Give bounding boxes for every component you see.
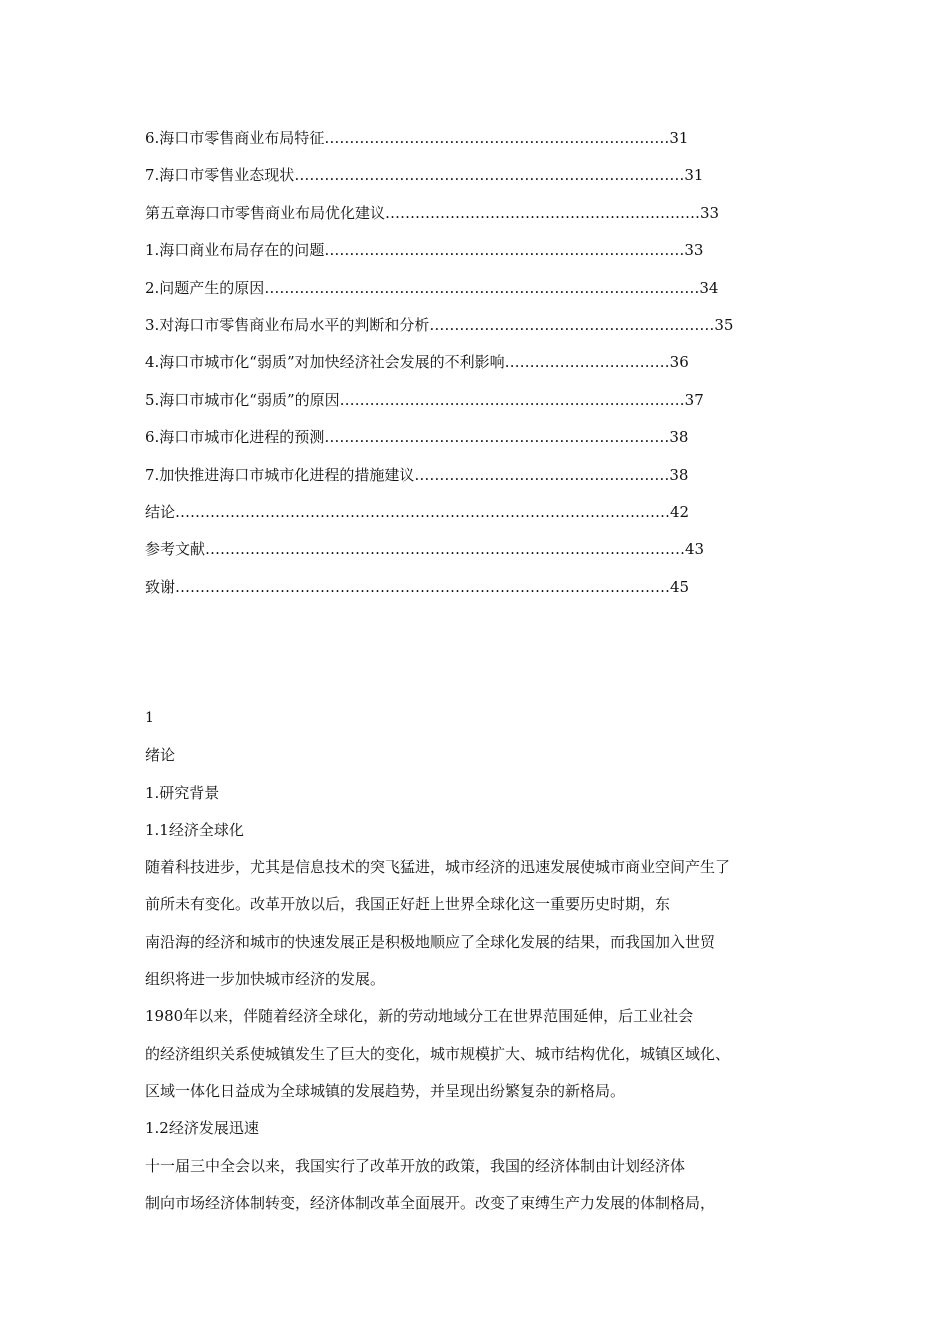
- paragraph-line: 组织将进一步加快城市经济的发展。: [145, 970, 386, 989]
- toc-leader: ……………………………………………………………………………: [264, 278, 700, 297]
- toc-page-number: 34: [699, 278, 719, 297]
- toc-page-number: 43: [685, 540, 705, 559]
- toc-leader: ………………………………………………………: [385, 203, 701, 222]
- toc-page-number: 31: [684, 166, 704, 185]
- toc-page-number: 33: [700, 203, 720, 222]
- paragraph-line: 1980年以来，伴随着经济全球化，新的劳动地域分工在世界范围延伸，后工业社会: [145, 1007, 694, 1026]
- toc-page-number: 36: [669, 353, 689, 372]
- toc-entry[interactable]: [145, 350, 765, 387]
- toc-entry[interactable]: [145, 313, 765, 350]
- toc-leader: ……………………………: [504, 353, 670, 372]
- toc-leader: ………………………………………………………………………………………: [175, 502, 671, 521]
- toc-leader: ……………………………………………………………: [339, 390, 685, 409]
- toc-page-number: 38: [669, 465, 689, 484]
- toc-page-number: 31: [669, 129, 689, 147]
- toc-leader: ………………………………………………………………: [324, 241, 685, 260]
- toc-page-number: 45: [670, 577, 690, 596]
- toc-entry[interactable]: [145, 163, 765, 200]
- paragraph-line: 十一届三中全会以来，我国实行了改革开放的政策，我国的经济体制由计划经济体: [145, 1156, 686, 1175]
- subsection-heading: 1.1经济全球化: [145, 820, 244, 839]
- paragraph-line: 南沿海的经济和城市的快速发展正是积极地顺应了全球化发展的结果，而我国加入世贸: [145, 932, 716, 951]
- toc-leader: ……………………………………………: [414, 465, 670, 484]
- toc-title: 5.海口市城市化“弱质”的原因: [145, 390, 340, 409]
- toc-leader: ……………………………………………………………: [324, 129, 670, 147]
- toc-title: 致谢: [145, 577, 176, 596]
- toc-title: 第五章海口市零售商业布局优化建议: [145, 203, 386, 222]
- section-heading: 绪论: [145, 746, 176, 765]
- toc-entry[interactable]: [145, 126, 765, 163]
- toc-page-number: 33: [684, 241, 704, 260]
- toc-page-number: 38: [669, 428, 689, 447]
- toc-leader: ……………………………………………………………: [324, 428, 670, 447]
- paragraph-line: 区域一体化日益成为全球城镇的发展趋势，并呈现出纷繁复杂的新格局。: [145, 1081, 626, 1100]
- toc-entry[interactable]: [145, 575, 765, 612]
- toc-entry[interactable]: [145, 388, 765, 425]
- toc-page-number: 42: [670, 502, 690, 521]
- toc-title: 7.加快推进海口市城市化进程的措施建议: [145, 465, 415, 484]
- toc-page-number: 37: [684, 390, 704, 409]
- toc-title: 结论: [145, 502, 176, 521]
- toc-title: 4.海口市城市化“弱质”对加快经济社会发展的不利影响: [145, 353, 505, 372]
- toc-leader: ………………………………………………………………………………………: [175, 577, 671, 596]
- toc-title: 1.海口商业布局存在的问题: [145, 241, 325, 260]
- section-heading: 1.研究背景: [145, 783, 220, 802]
- body-text: [145, 706, 805, 1228]
- paragraph-line: 制向市场经济体制转变，经济体制改革全面展开。改变了束缚生产力发展的体制格局，: [145, 1193, 716, 1212]
- toc-title: 2.问题产生的原因: [145, 278, 265, 297]
- toc-title: 3.对海口市零售商业布局水平的判断和分析: [145, 315, 430, 334]
- toc-entry[interactable]: [145, 201, 765, 238]
- toc-title: 6.海口市零售商业布局特征: [145, 129, 325, 147]
- table-of-contents: [145, 126, 765, 612]
- paragraph-line: 的经济组织关系使城镇发生了巨大的变化，城市规模扩大、城市结构优化，城镇区域化、: [145, 1044, 731, 1063]
- toc-entry[interactable]: [145, 500, 765, 537]
- paragraph-line: 前所未有变化。改革开放以后，我国正好赶上世界全球化这一重要历史时期，东: [145, 895, 671, 914]
- toc-entry[interactable]: [145, 425, 765, 462]
- toc-leader: ……………………………………………………………………: [294, 166, 685, 185]
- page-number: 1: [145, 710, 154, 726]
- paragraph-line: 随着科技进步，尤其是信息技术的突飞猛进，城市经济的迅速发展使城市商业空间产生了: [145, 858, 731, 877]
- toc-entry[interactable]: [145, 463, 765, 500]
- toc-title: 参考文献: [145, 540, 206, 559]
- toc-entry[interactable]: [145, 537, 765, 574]
- toc-entry[interactable]: [145, 276, 765, 313]
- subsection-heading: 1.2经济发展迅速: [145, 1119, 259, 1138]
- toc-leader: ……………………………………………………………………………………: [205, 540, 686, 559]
- toc-title: 6.海口市城市化进程的预测: [145, 428, 325, 447]
- toc-page-number: 35: [714, 315, 734, 334]
- toc-leader: …………………………………………………: [429, 315, 715, 334]
- toc-title: 7.海口市零售业态现状: [145, 166, 295, 185]
- toc-entry[interactable]: [145, 238, 765, 275]
